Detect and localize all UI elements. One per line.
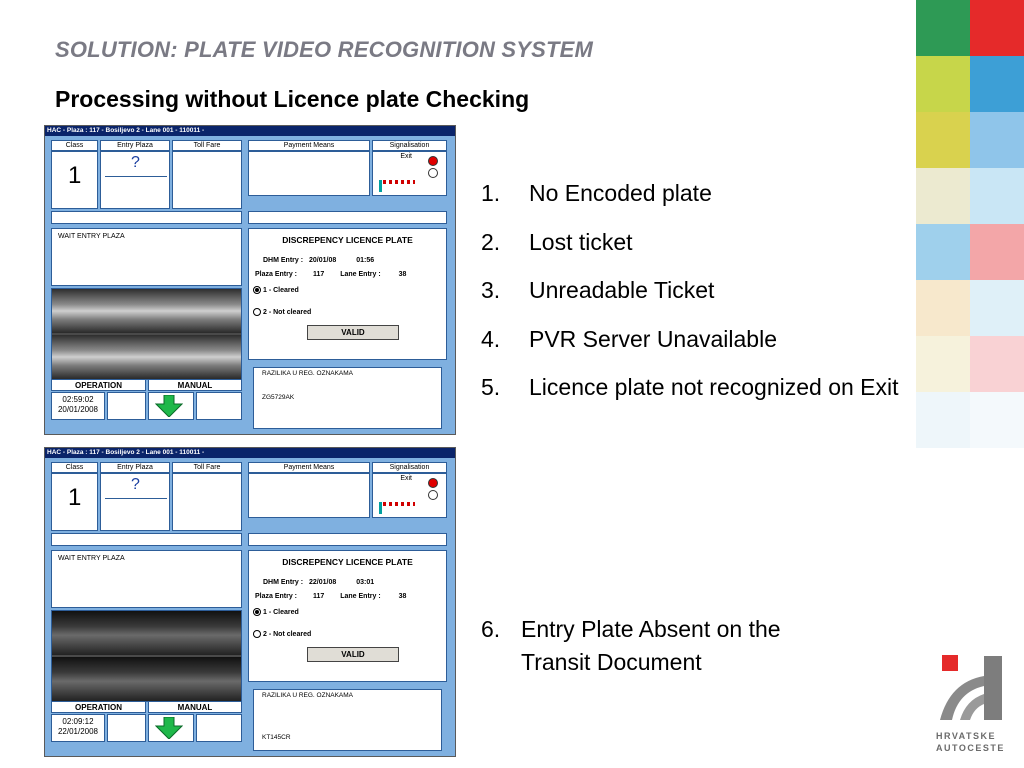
option-cleared[interactable]: 1 - Cleared: [253, 608, 299, 616]
dhm-label: DHM Entry :: [263, 257, 304, 264]
barrier-icon: [379, 502, 419, 514]
header-toll-fare: Toll Fare: [172, 140, 242, 151]
exit-label: Exit: [400, 153, 412, 160]
mosaic-tile: [970, 392, 1024, 448]
toll-window-1: [44, 125, 456, 435]
logo-text-line2: AUTOCESTE: [936, 743, 1005, 753]
manual-blank: [196, 392, 242, 420]
list-item: 5. Licence plate not recognized on Exit: [481, 374, 899, 400]
toll-fare-panel: [172, 473, 242, 531]
mosaic-tile: [916, 112, 970, 168]
class-value: 1: [68, 162, 82, 189]
header-entry-plaza: Entry Plaza: [100, 140, 170, 151]
off-light-icon: [428, 168, 438, 178]
slide-subtitle: Processing without Licence plate Checking: [55, 86, 530, 112]
list-item-6: 6. Entry Plate Absent on the Transit Document: [481, 616, 781, 675]
radio-checked-icon[interactable]: [253, 608, 261, 616]
header-class: Class: [51, 140, 98, 151]
option-cleared[interactable]: 1 - Cleared: [253, 286, 299, 294]
remark-panel: [253, 367, 442, 429]
plaza-entry-value: 117: [312, 593, 325, 600]
dhm-time: 01:56: [356, 257, 375, 264]
operation-time: 02:09:12: [62, 717, 94, 726]
mosaic-tile: [916, 56, 970, 112]
valid-button[interactable]: VALID: [307, 647, 399, 662]
dhm-date: 22/01/08: [309, 579, 337, 586]
plaza-entry-label: Plaza Entry :: [255, 593, 298, 600]
lane-entry-label: Lane Entry :: [340, 593, 381, 600]
window-body: [45, 458, 455, 756]
wait-message: WAIT ENTRY PLAZA: [58, 555, 125, 562]
mosaic-tile: [970, 336, 1024, 392]
remark-title: RAZILIKA U REG. OZNAKAMA: [262, 370, 354, 377]
manual-action-button[interactable]: [148, 714, 194, 742]
operation-header: OPERATION: [51, 379, 146, 391]
radio-unchecked-icon[interactable]: [253, 308, 261, 316]
operation-date: 20/01/2008: [57, 405, 99, 414]
barrier-icon: [379, 180, 419, 192]
message-panel: [51, 550, 242, 608]
lane-entry-value: 38: [398, 593, 407, 600]
manual-header: MANUAL: [148, 701, 242, 713]
option-not-cleared[interactable]: 2 - Not cleared: [253, 308, 311, 316]
discrepancy-title: DISCREPENCY LICENCE PLATE: [282, 557, 413, 567]
entry-plaza-panel: [100, 151, 170, 209]
valid-button[interactable]: VALID: [307, 325, 399, 340]
dhm-date: 20/01/08: [309, 257, 337, 264]
mosaic-tile: [970, 280, 1024, 336]
mosaic-tile: [970, 224, 1024, 280]
window-body: [45, 136, 455, 434]
slide-title: SOLUTION: PLATE VIDEO RECOGNITION SYSTEM: [55, 37, 594, 62]
list-item: 4. PVR Server Unavailable: [481, 325, 778, 352]
operation-datetime: [51, 392, 105, 420]
remark-panel: [253, 689, 442, 751]
entry-plaza-panel: [100, 473, 170, 531]
mosaic-tile: [970, 0, 1024, 56]
payment-means-panel: [248, 151, 370, 196]
signalisation-panel: [372, 151, 447, 196]
info-bar-right: [248, 211, 447, 224]
toll-window-2: [44, 447, 456, 757]
logo-text-line1: HRVATSKE: [936, 731, 997, 741]
arrow-down-icon: [155, 395, 183, 417]
plaza-entry-value: 117: [312, 271, 325, 278]
decorative-mosaic: [916, 0, 1024, 450]
mosaic-tile: [916, 336, 970, 392]
header-toll-fare: Toll Fare: [172, 462, 242, 473]
entry-plaza-value: ?: [131, 154, 140, 171]
camera-view: [51, 610, 242, 702]
payment-means-panel: [248, 473, 370, 518]
dhm-label: DHM Entry :: [263, 579, 304, 586]
class-panel: [51, 151, 98, 209]
plate-number: KT145CR: [262, 734, 291, 741]
dhm-time: 03:01: [356, 579, 375, 586]
mosaic-tile: [970, 56, 1024, 112]
plate-number: ZG5729AK: [262, 394, 295, 401]
header-signalisation: Signalisation: [372, 462, 447, 473]
radio-unchecked-icon[interactable]: [253, 630, 261, 638]
list-item: 1. No Encoded plate: [481, 180, 712, 206]
class-panel: [51, 473, 98, 531]
list-item: 2. Lost ticket: [481, 228, 633, 255]
option-not-cleared[interactable]: 2 - Not cleared: [253, 630, 311, 638]
entry-plaza-value: ?: [131, 476, 140, 493]
mosaic-tile: [916, 392, 970, 448]
reasons-list: [481, 180, 899, 423]
manual-header: MANUAL: [148, 379, 242, 391]
toll-fare-panel: [172, 151, 242, 209]
manual-action-button[interactable]: [148, 392, 194, 420]
radio-checked-icon[interactable]: [253, 286, 261, 294]
off-light-icon: [428, 490, 438, 500]
logo-mark-icon: [936, 652, 1008, 724]
signalisation-panel: [372, 473, 447, 518]
lane-entry-value: 38: [398, 271, 407, 278]
exit-label: Exit: [400, 475, 412, 482]
header-entry-plaza: Entry Plaza: [100, 462, 170, 473]
manual-blank: [196, 714, 242, 742]
info-bar: [51, 211, 242, 224]
operation-blank: [107, 714, 146, 742]
operation-datetime: [51, 714, 105, 742]
camera-view: [51, 288, 242, 380]
hrvatske-autoceste-logo: [936, 652, 1008, 753]
operation-time: 02:59:02: [62, 395, 94, 404]
mosaic-tile: [916, 0, 970, 56]
mosaic-tile: [916, 224, 970, 280]
mosaic-tile: [916, 280, 970, 336]
mosaic-tile: [970, 112, 1024, 168]
header-payment-means: Payment Means: [248, 140, 370, 151]
remark-title: RAZILIKA U REG. OZNAKAMA: [262, 692, 354, 699]
info-bar: [51, 533, 242, 546]
red-light-icon: [428, 156, 438, 166]
mosaic-tile: [916, 168, 970, 224]
operation-date: 22/01/2008: [57, 727, 99, 736]
header-signalisation: Signalisation: [372, 140, 447, 151]
lane-entry-label: Lane Entry :: [340, 271, 381, 278]
class-value: 1: [68, 484, 82, 511]
arrow-down-icon: [155, 717, 183, 739]
window-titlebar: HAC - Plaza : 117 - Bosiljevo 2 - Lane 001 - 110011 -: [45, 448, 455, 458]
wait-message: WAIT ENTRY PLAZA: [58, 233, 125, 240]
operation-header: OPERATION: [51, 701, 146, 713]
mosaic-tile: [970, 168, 1024, 224]
header-class: Class: [51, 462, 98, 473]
header-payment-means: Payment Means: [248, 462, 370, 473]
discrepancy-title: DISCREPENCY LICENCE PLATE: [282, 235, 413, 245]
info-bar-right: [248, 533, 447, 546]
operation-blank: [107, 392, 146, 420]
window-titlebar: HAC - Plaza : 117 - Bosiljevo 2 - Lane 001 - 110011 -: [45, 126, 455, 136]
discrepancy-panel: [248, 550, 447, 682]
message-panel: [51, 228, 242, 286]
discrepancy-panel: [248, 228, 447, 360]
plaza-entry-label: Plaza Entry :: [255, 271, 298, 278]
list-item: 3. Unreadable Ticket: [481, 277, 715, 303]
red-light-icon: [428, 478, 438, 488]
